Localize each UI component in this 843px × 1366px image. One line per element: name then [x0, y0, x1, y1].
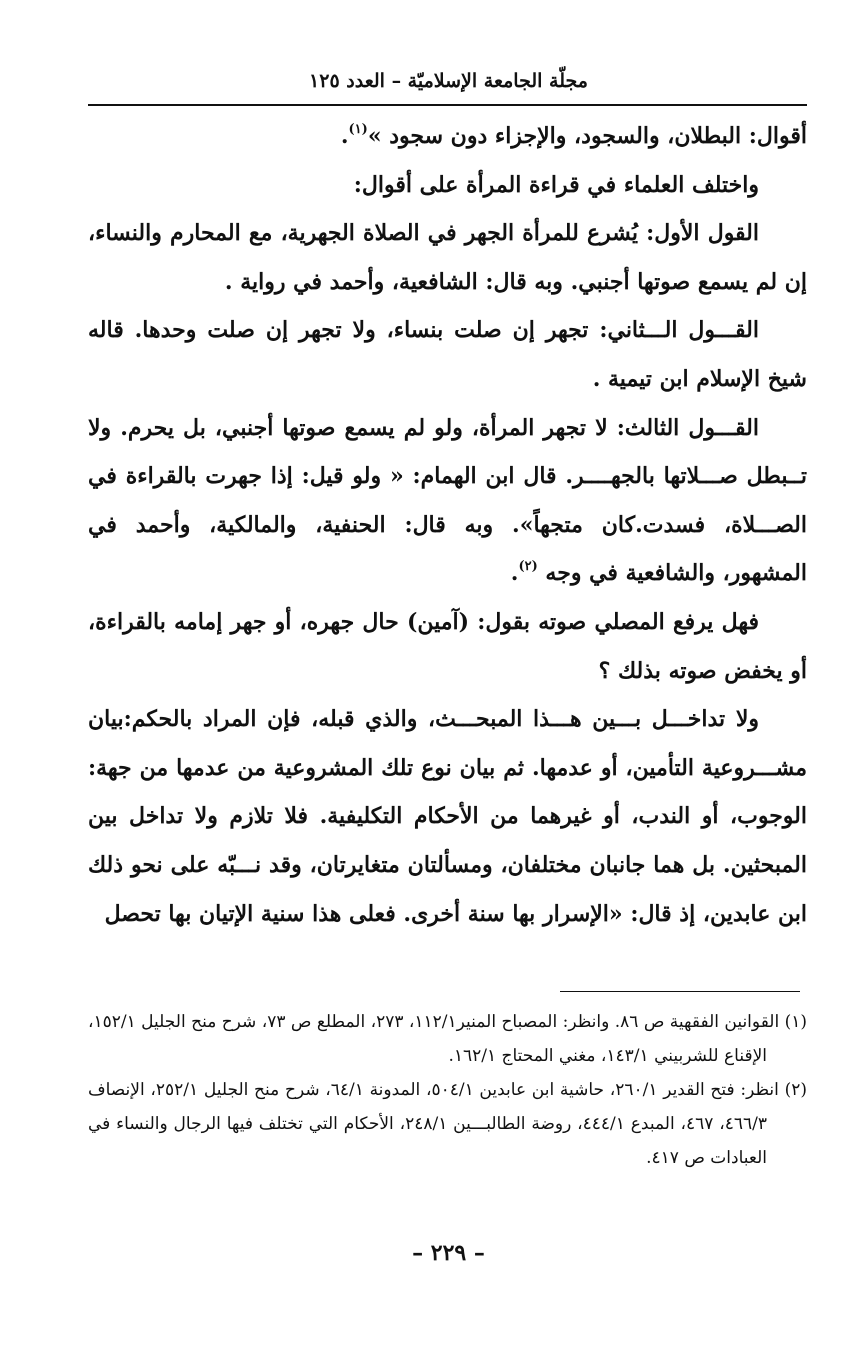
- running-header: مجلّة الجامعة الإسلاميّة – العدد ١٢٥: [309, 70, 588, 92]
- paragraph-6: فهل يرفع المصلي صوته بقول: (آمين) حال جهره، أو جهر إمامه بالقراءة، أو يخفض صوته بذلك ؟: [88, 608, 807, 684]
- header-rule: [88, 104, 807, 106]
- footnote-separator: [560, 991, 800, 992]
- page-number: – ٢٢٩ –: [412, 1240, 485, 1266]
- paragraph-2: واختلف العلماء في قراءة المرأة على أقوال:: [353, 171, 759, 198]
- footnote-1: (١) القوانين الفقهية ص ٨٦. وانظر: المصباح المنير١١٢/١، ٢٧٣، المطلع ص ٧٣، شرح منح الجليل ١٥٢/١، الإقناع للشربيني ١٤٣/١، مغني المحتاج ١٦٢/١.: [88, 1012, 808, 1066]
- paragraph-3: القول الأول: يُشرع للمرأة الجهر في الصلاة الجهرية، مع المحارم والنساء، إن لم يسمع صوتها أجنبي. وبه قال: الشافعية، وأحمد في رواية .: [88, 220, 807, 295]
- footnotes: [88, 1005, 807, 1175]
- paragraph-4: القـــول الـــثاني: تجهر إن صلت بنساء، ولا تجهر إن صلت وحدها. قاله شيخ الإسلام ابن تيمية .: [88, 317, 807, 392]
- paragraph-1: أقوال: البطلان، والسجود، والإجزاء دون سجود »$^{(١)}$.: [340, 122, 807, 149]
- paragraph-7: ولا تداخـــل بـــين هـــذا المبحـــث، والذي قبله، فإن المراد بالحكم:بيان مشـــروعية التأمين، أو عدمها. ثم بيان نوع تلك المشروعية من عدمها من جهة: الوجوب، أو الندب، أو غيرهما من الأحكام التكليفية. فلا تلازم ولا تداخل بين المبحثين. بل هما جانبان مختلفان، ومسألتان متغايرتان، وقد نـــبّه على نحو ذلك ابن عابدين، إذ قال: «الإسرار بها سنة أخرى. فعلى هذا سنية الإتيان بها تحصل: [88, 706, 807, 927]
- paragraph-5: القـــول الثالث: لا تجهر المرأة، ولو لم يسمع صوتها أجنبي، بل يحرم. ولا تــبطل صـــلاتها بالجهــــر. قال ابن الهمام: « ولو قيل: إذا جهرت بالقراءة في الصـــلاة، فسدت.كان متجهاً». وبه قال: الحنفية، والمالكية، وأحمد في المشهور، والشافعية في وجه $^{(٢)}$.: [88, 414, 807, 587]
- footnote-ref-1[interactable]: (١): [348, 122, 368, 137]
- footnote-2: (٢) انظر: فتح القدير ٢٦٠/١، حاشية ابن عابدين ٥٠٤/١، المدونة ٦٤/١، شرح منح الجليل ٢٥٢/١، الإنصاف ٤٦٦/٣، ٤٦٧، المبدع ٤٤٤/١، روضة الطالبـــين ٢٤٨/١، الأحكام التي تختلف فيها الرجال والنساء في العبادات ص ٤١٧.: [88, 1080, 807, 1168]
- main-text: [88, 112, 807, 938]
- footnote-ref-2[interactable]: (٢): [518, 559, 538, 575]
